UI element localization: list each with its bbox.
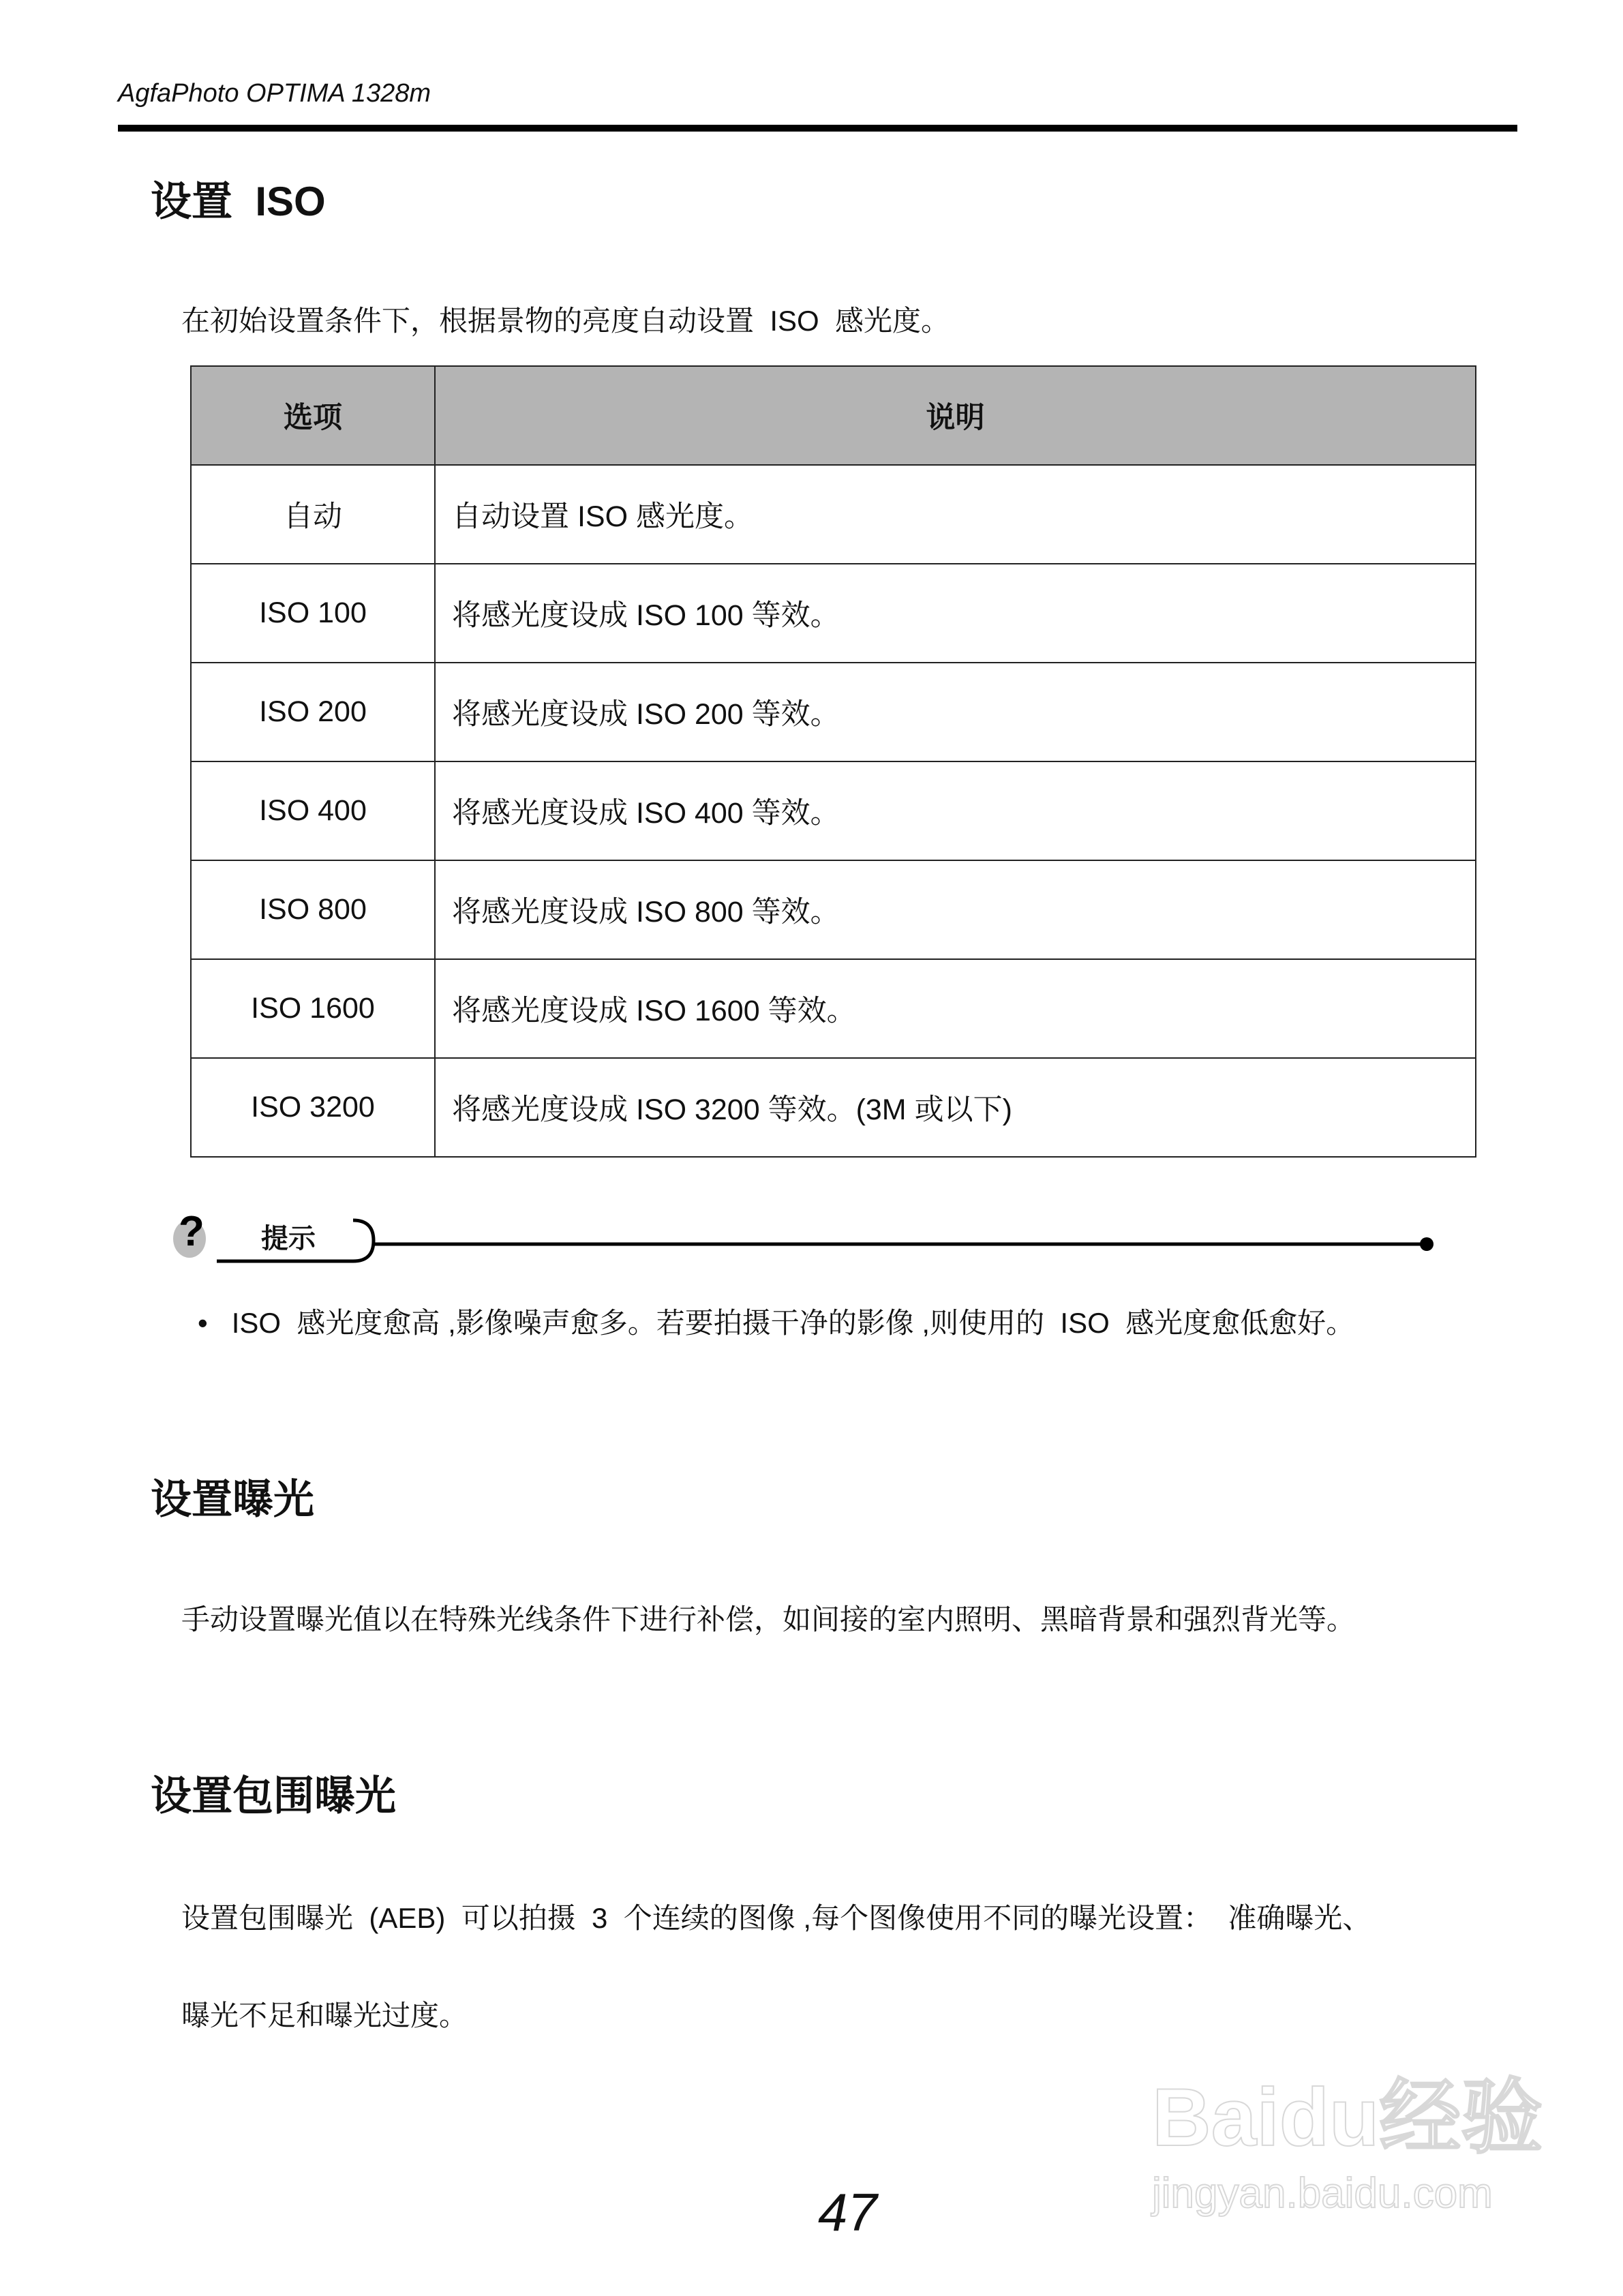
option-cell: ISO 200 [191,663,435,761]
table-row [191,564,1476,663]
baidu-watermark [1152,2052,1543,2218]
section-title-aeb: 设置包围曝光 [151,1773,396,1819]
running-header: AgfaPhoto OPTIMA 1328m [118,79,431,108]
description-cell: 将感光度设成 ISO 200 等效。 [435,663,1476,761]
aeb-text-line2: 曝光不足和曝光过度。 [181,1999,468,2031]
tip-label: 提示 [261,1224,316,1254]
bullet-dot: • [198,1307,232,1339]
svg-text:?: ? [179,1208,204,1255]
table-header-row [191,366,1476,465]
tip-text: ISO 感光度愈高 ,影像噪声愈多。若要拍摄干净的影像 ,则使用的 ISO 感光度愈低愈好。 [231,1307,1355,1339]
description-cell: 自动设置 ISO 感光度。 [435,465,1476,564]
iso-options-table [190,365,1476,1158]
section-title-iso: 设置 ISO [151,179,326,224]
page-number: 47 [818,2182,877,2242]
table-row [191,663,1476,761]
description-cell: 将感光度设成 ISO 100 等效。 [435,564,1476,663]
option-cell: ISO 800 [191,860,435,959]
iso-intro: 在初始设置条件下，根据景物的亮度自动设置 ISO 感光度。 [181,305,950,337]
description-cell: 将感光度设成 ISO 800 等效。 [435,860,1476,959]
description-cell: 将感光度设成 ISO 3200 等效。(3M 或以下) [435,1058,1476,1157]
question-icon [173,1208,206,1258]
option-cell: ISO 1600 [191,959,435,1058]
table-row [191,1058,1476,1157]
watermark-logo: Baidu经验 [1152,2072,1543,2163]
table-row [191,465,1476,564]
table-row [191,860,1476,959]
tip-bullet [198,1301,1354,1342]
tip-divider [169,1190,1437,1265]
option-cell: ISO 3200 [191,1058,435,1157]
aeb-text-line1: 设置包围曝光 (AEB) 可以拍摄 3 个连续的图像 ,每个图像使用不同的曝光设置： 准确曝光、 [181,1902,1371,1934]
option-cell: 自动 [191,465,435,564]
table-row [191,761,1476,860]
exposure-text: 手动设置曝光值以在特殊光线条件下进行补偿，如间接的室内照明、黑暗背景和强烈背光等。 [181,1603,1356,1635]
table-row [191,959,1476,1058]
watermark-url: jingyan.baidu.com [1152,2170,1493,2217]
header-description: 说明 [435,366,1476,465]
option-cell: ISO 100 [191,564,435,663]
description-cell: 将感光度设成 ISO 400 等效。 [435,761,1476,860]
description-cell: 将感光度设成 ISO 1600 等效。 [435,959,1476,1058]
section-title-exposure: 设置曝光 [151,1477,314,1522]
option-cell: ISO 400 [191,761,435,860]
header-rule [118,125,1517,132]
header-option: 选项 [191,366,435,465]
